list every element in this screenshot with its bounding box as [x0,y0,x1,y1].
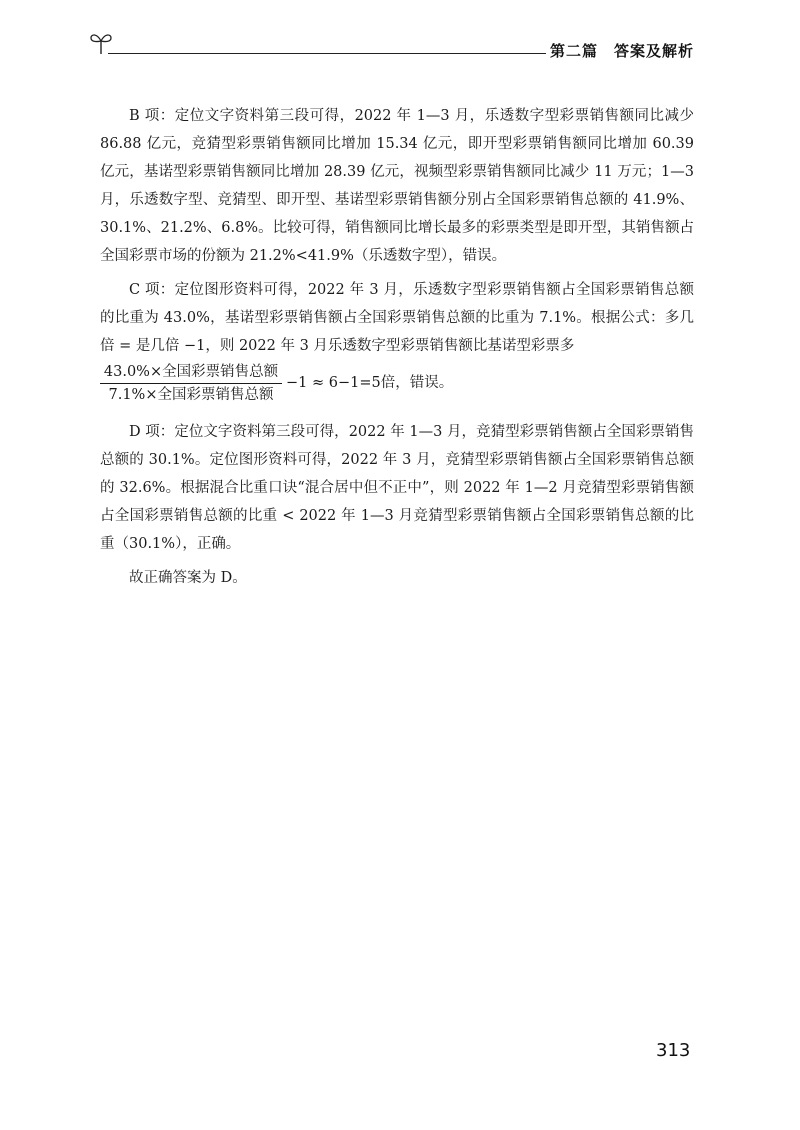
fraction [100,362,282,405]
section-title: 第二篇 答案及解析 [549,42,694,60]
option-c-analysis: C 项：定位图形资料可得，2022 年 3 月，乐透数字型彩票销售额占全国彩票销售总额的比重为 43.0%，基诺型彩票销售额占全国彩票销售总额的比重为 7.1%。根据公式：多几倍 = 是几倍 −1，则 2022 年 3 月乐透数字型彩票销售额比基诺型彩票多 [100,282,694,354]
header-rule [108,53,546,54]
answer-explanation [100,102,694,598]
option-d-analysis: D 项：定位文字资料第三段可得，2022 年 1—3 月，竞猜型彩票销售额占全国彩票销售总额的 30.1%。定位图形资料可得，2022 年 3 月，竞猜型彩票销售额占全国彩票销售总额的 32.6%。根据混合比重口诀“混合居中但不正中”，则 2022 年 1—2 月竞猜型彩票销售额占全国彩票销售总额的比重 < 2022 年 1—3 月竞猜型彩票销售额占全国彩票销售总额的比重（30.1%），正确。 [100,424,694,552]
fraction-bar [100,383,282,384]
option-b-analysis: B 项：定位文字资料第三段可得，2022 年 1—3 月，乐透数字型彩票销售额同比减少 86.88 亿元，竞猜型彩票销售额同比增加 15.34 亿元，即开型彩票销售额同比增加 60.39 亿元，基诺型彩票销售额同比增加 28.39 亿元，视频型彩票销售额同比减少 11 万元；1—3 月，乐透数字型、竞猜型、即开型、基诺型彩票销售额分别占全国彩票销售总额的 41.9%、30.1%、21.2%、6.8%。比较可得，销售额同比增长最多的彩票类型是即开型，其销售额占全国彩票市场的份额为 21.2%<41.9%（乐透数字型），错误。 [100,108,694,264]
formula-result: −1 ≈ 6−1=5倍，错误。 [286,375,454,391]
fraction-denominator: 7.1%×全国彩票销售总额 [108,387,274,403]
fraction-numerator: 43.0%×全国彩票销售总额 [103,364,279,380]
page-header [88,30,694,70]
final-answer: 故正确答案为 D。 [129,570,247,586]
page-number: 313 [656,1040,691,1061]
ratio-formula [100,362,694,408]
